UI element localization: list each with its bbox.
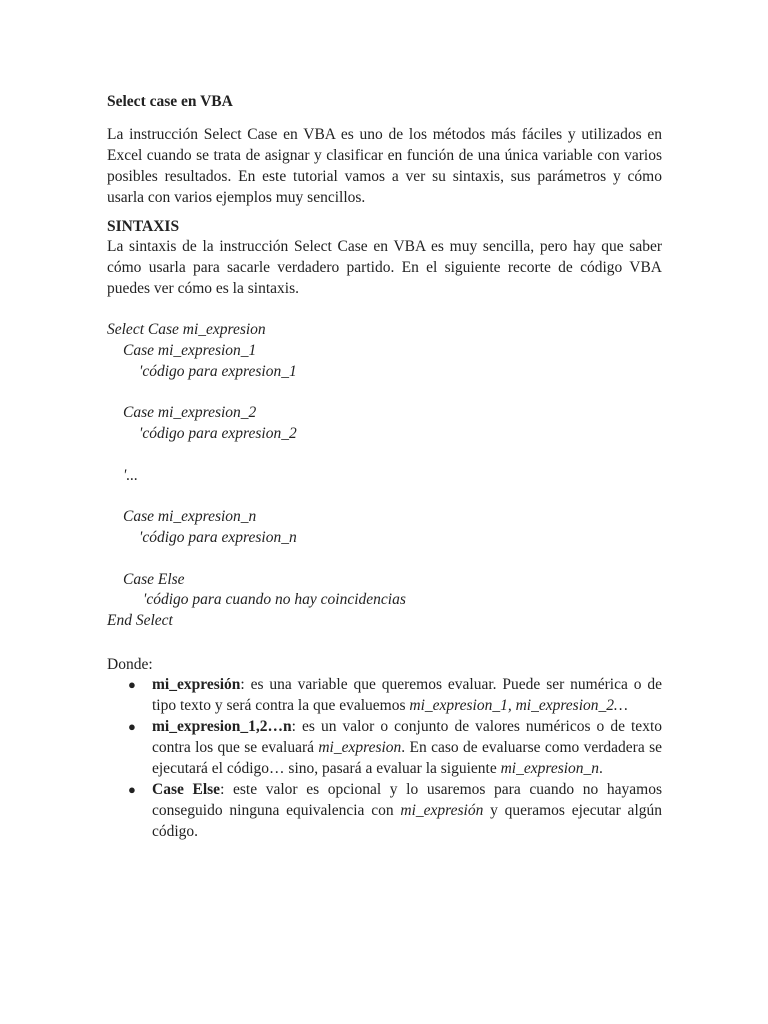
syntax-heading: SINTAXIS	[107, 218, 180, 235]
code-line: '...	[123, 466, 138, 484]
code-line: 'código para expresion_1	[139, 362, 297, 380]
definition-text: : este valor es opcional y lo usaremos para cuando no hayamos conseguido ninguna equivalencia con	[152, 781, 662, 819]
definition-emphasis: mi_expresion_1, mi_expresion_2…	[409, 697, 628, 714]
code-blank-line	[107, 486, 406, 507]
code-line: Select Case mi_expresion	[107, 321, 266, 338]
term: mi_expresion_1,2…n	[152, 718, 292, 735]
definition-text: : es una variable que queremos evaluar. Puede ser numérica o de tipo texto y será contra la que evaluemos	[152, 676, 662, 714]
code-line: 'código para expresion_n	[139, 528, 297, 546]
intro-paragraph: La instrucción Select Case en VBA es uno de los métodos más fáciles y utilizados en Excel cuando se trata de asignar y clasificar en función de una única variable con varios posibles resultados. En este tutorial vamos a ver su sintaxis, sus parámetros y cómo usarla con varios ejemplos muy sencillos.	[107, 126, 662, 206]
code-line: Case mi_expresion_1	[123, 341, 257, 359]
code-line: 'código para expresion_2	[139, 424, 297, 442]
code-line: Case mi_expresion_n	[123, 508, 257, 526]
definition-emphasis: mi_expresión	[400, 802, 484, 819]
definition-emphasis: mi_expresion	[318, 739, 402, 756]
code-block	[107, 320, 406, 632]
definition-text: y queramos ejecutar algún código.	[152, 802, 662, 840]
list-item	[107, 716, 662, 779]
syntax-paragraph: La sintaxis de la instrucción Select Case en VBA es muy sencilla, pero hay que saber cómo usarla para sacarle verdadero partido. En el siguiente recorte de código VBA puedes ver cómo es la sintaxis.	[107, 238, 662, 297]
bullet-icon: ●	[128, 719, 136, 734]
definition-emphasis: mi_expresion_n	[500, 760, 600, 777]
code-blank-line	[107, 445, 406, 466]
donde-label: Donde:	[107, 656, 153, 673]
list-item	[107, 779, 662, 842]
code-line: Case Else	[123, 570, 185, 588]
definitions-list	[107, 674, 662, 842]
bullet-icon: ●	[128, 782, 136, 797]
term: mi_expresión	[152, 676, 241, 693]
code-line: End Select	[107, 612, 173, 630]
term: Case Else	[152, 781, 221, 798]
code-blank-line	[107, 382, 406, 403]
definition-text: : es un valor o conjunto de valores numéricos o de texto contra los que se evaluará	[152, 718, 662, 756]
code-line: 'código para cuando no hay coincidencias	[143, 591, 406, 609]
bullet-icon: ●	[128, 677, 136, 692]
code-blank-line	[107, 549, 406, 570]
code-line: Case mi_expresion_2	[123, 404, 257, 422]
definition-text: . En caso de evaluarse como verdadera se ejecutará el código… sino, pasará a evaluar la siguiente	[152, 739, 662, 777]
definition-text: .	[599, 760, 603, 777]
page-title: Select case en VBA	[107, 93, 233, 110]
list-item	[107, 674, 662, 716]
